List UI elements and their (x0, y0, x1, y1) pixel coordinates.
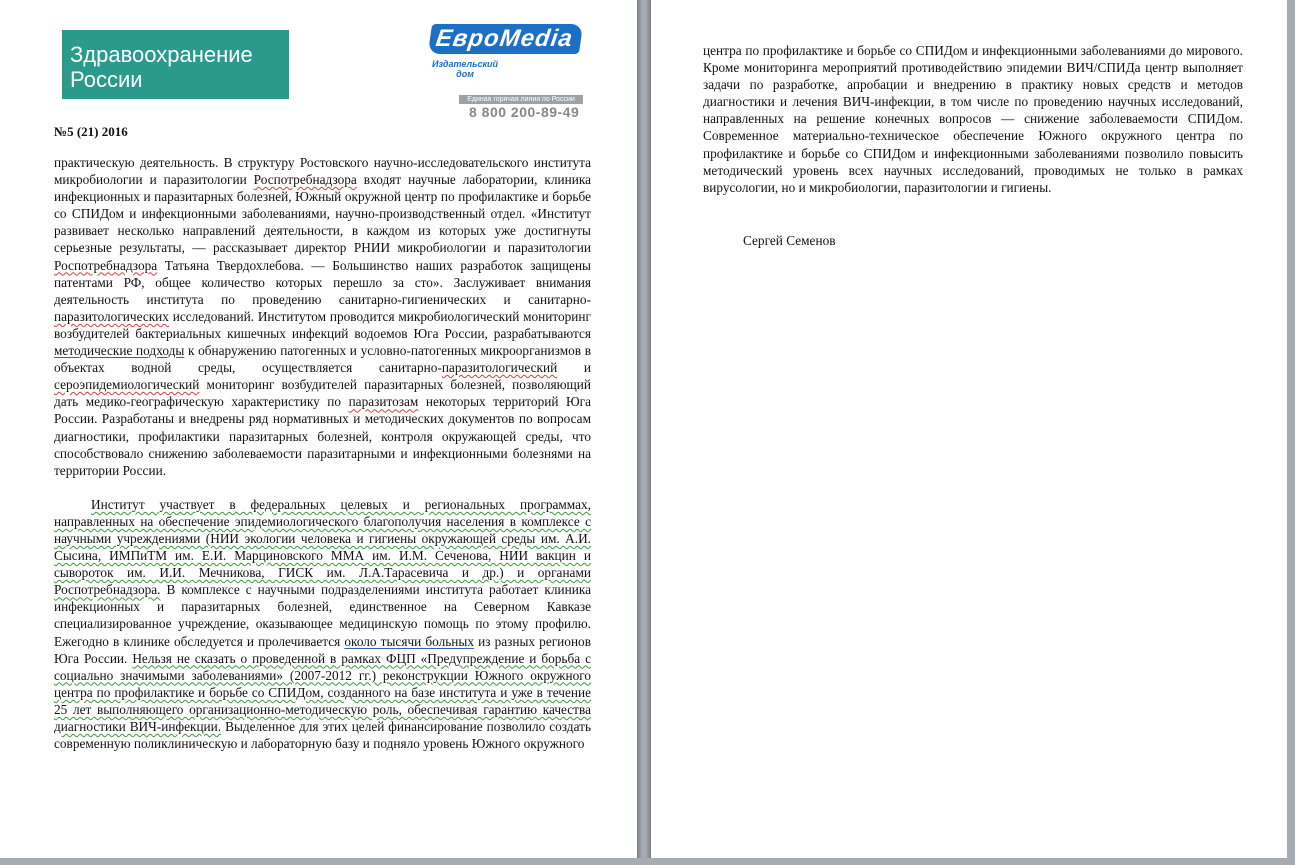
paragraph-1: практическую деятельность. В структуру Ростовского научно-исследовательского института микробиологии и паразитологии Роспотребнадзора входят научные лаборатории, клиника инфекционных и паразитарных болезней, Южный окружной центр по профилактике и борьбе со СПИДом и инфекционными заболеваниями, научно-производственный отдел. «Институт развивает несколько направлений деятельности, в каждом из которых уже достигнуты серьезные результаты, — рассказывает директор РНИИ микробиологии и паразитологии Роспотребнадзора Татьяна Твердохлебова. — Большинство наших разработок защищены патентами РФ, общее количество которых перешло за сто». Заслуживает внимания деятельность института по проведению санитарно-гигиенических и санитарно-паразитологических исследований. Институтом проводится микробиологический мониторинг возбудителей бактериальных кишечных инфекций водоемов Юга России, разрабатываются методические подходы к обнаружению патогенных и условно-патогенных микроорганизмов в объектах водной среды, осуществляется санитарно-паразитологический и сероэпидемиологический мониторинг возбудителей паразитарных болезней, позволяющий дать медико-географическую характеристику по паразитозам некоторых территорий Юга России. Разработаны и внедрены ряд нормативных и методических документов по вопросам диагностики, профилактики паразитарных болезней, контроля окружающей среды, что способствовало снижению заболеваемости паразитарными и инфекционными болезнями на территории России. (54, 155, 591, 478)
spellcheck-word: Роспотребнадзора (54, 257, 158, 273)
grammar-phrase: около тысячи больных (344, 633, 474, 649)
hotline-label: Единая горячая линия по России (459, 95, 583, 104)
publisher-logo-text: ЕвроMedia (428, 24, 583, 54)
issue-number: №5 (21) 2016 (54, 124, 128, 139)
hotline-number: 8 800 200-89-49 (469, 104, 580, 120)
paragraph-2: Институт участвует в федеральных целевых и региональных программах, направленных на обеспечение эпидемиологического благополучия населения в комплексе с научными учреждениями (НИИ экологии человека и гигиены окружающей среды им. А.И. Сысина, ИМПиТМ им. Е.И. Марциновского ММА им. И.М. Сеченова, НИИ вакцин и сывороток им. И.И. Мечникова, ГИСК им. Л.А.Тарасевича и др.) и органами Роспотребнадзора. В комплексе с научными подразделениями института работает клиника инфекционных и паразитарных болезней, единственное на Северном Кавказе специализированное учреждение, оказывающее медицинскую помощь по этому профилю. Ежегодно в клинике обследуется и пролечивается около тысячи больных из разных регионов Юга России. Нельзя не сказать о проведенной в рамках ФЦП «Предупреждение и борьба с социально значимыми заболеваниями» (2007-2012 гг.) реконструкции Южного окружного центра по профилактике и борьбе со СПИДом, созданного на базе института и уже в течение 25 лет выполняющего организационно-методическую роль, обеспечивая гарантию качества диагностики ВИЧ-инфекции. Выделенное для этих целей финансирование позволило создать современную поликлиническую и лабораторную базу и подняло уровень Южного окружного (54, 496, 592, 752)
grammar-sentence: Нельзя не сказать о проведенной в рамках ФЦП «Предупреждение и борьба с социально значимыми заболеваниями» (2007-2012 гг.) реконструкции Южного окружного центра по профилактике и борьбе со СПИДом, созданного на базе института и уже в течение 25 лет выполняющего организационно-методическую роль, обеспечивая гарантию качества диагностики ВИЧ-инфекции. (54, 650, 591, 734)
spellcheck-word: паразитологический (441, 360, 558, 376)
paragraph-3: центра по профилактике и борьбе со СПИДом и инфекционными заболеваниями до мирового. Кроме мониторинга мероприятий противодействию эпидемии ВИЧ/СПИДа центр выполняет задачи по разработке, апробации и внедрению в практику новых средств и методов диагностики и лечения ВИЧ-инфекции, в том числе по проведению научных исследований, направленных на решение конечных вопросов — снижение заболеваемости СПИДом. Современное материально-техническое обеспечение Южного окружного центра по профилактике и борьбе со СПИДом и инфекционными заболеваниями позволило повысить методический уровень всех научных исследований, проводимых не только в рамках вирусологии, но и микробиологии, паразитологии и гигиены. (703, 43, 1243, 195)
document-page-right[interactable] (651, 0, 1287, 858)
page-right-margin (1287, 0, 1295, 865)
publisher-logo (430, 22, 580, 92)
page-gap-divider (637, 0, 651, 865)
spellcheck-word: сероэпидемиологический (54, 377, 200, 393)
journal-title-line2: России (70, 67, 143, 92)
grammar-phrase: методические подходы (54, 343, 185, 359)
publisher-subtitle: Издательский дом (431, 59, 499, 79)
journal-title-line1: Здравоохранение (70, 42, 253, 67)
spellcheck-word: Роспотребнадзора (253, 172, 357, 188)
grammar-sentence: Институт участвует в федеральных целевых и региональных программах, направленных на обеспечение эпидемиологического благополучия населения в комплексе с научными учреждениями (НИИ экологии человека и гигиены окружающей среды им. А.И. Сысина, ИМПиТМ им. Е.И. Марциновского ММА им. И.М. Сеченова, НИИ вакцин и сывороток им. И.И. Мечникова, ГИСК им. Л.А.Тарасевича и др.) и органами Роспотребнадзора. (54, 496, 591, 598)
article-text-left[interactable] (54, 154, 591, 752)
article-text-right[interactable] (703, 42, 1243, 196)
document-page-left[interactable] (0, 0, 637, 858)
page-bottom-margin (0, 858, 1295, 865)
journal-logo (62, 30, 289, 99)
spellcheck-word: паразитологических (54, 308, 169, 324)
spellcheck-word: паразитозам (348, 394, 419, 410)
article-author: Сергей Семенов (743, 233, 836, 248)
